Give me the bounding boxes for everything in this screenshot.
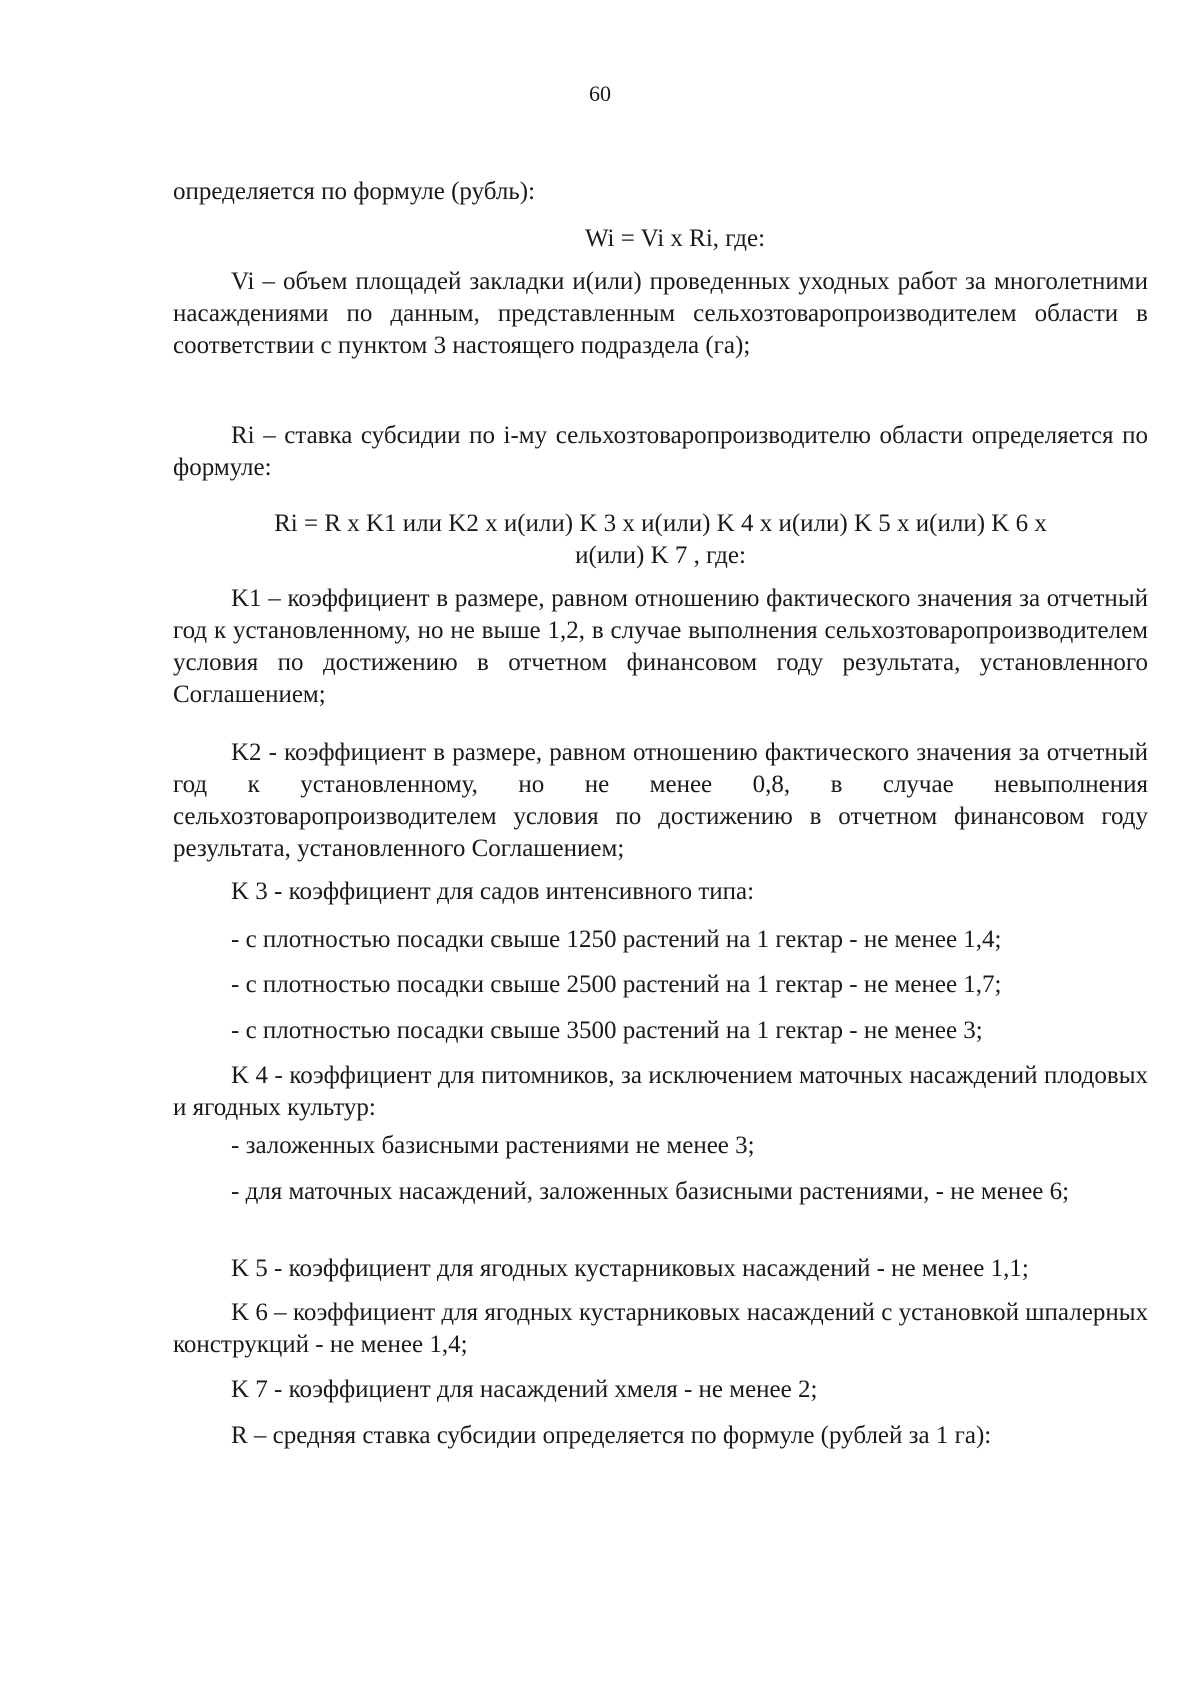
r-definition: R – средняя ставка субсидии определяется по формуле (рублей за 1 га): — [231, 1422, 992, 1449]
k4-item-2: - для маточных насаждений, заложенных базисными растениями, - не менее 6; — [231, 1178, 1070, 1205]
k3-item-3: - с плотностью посадки свыше 3500 растений на 1 гектар - не менее 3; — [231, 1017, 983, 1044]
k3-definition: K 3 - коэффициент для садов интенсивного типа: — [231, 878, 755, 905]
k3-item-1: - с плотностью посадки свыше 1250 растений на 1 гектар - не менее 1,4; — [231, 926, 1002, 953]
k4-definition: K 4 - коэффициент для питомников, за исключением маточных насаждений плодовых и ягодных культур: — [173, 1062, 1148, 1121]
vi-definition: Vi – объем площадей закладки и(или) проведенных уходных работ за многолетними насаждениями по данным, представленным сельхозтоваропроизводителем области в соответствии с пунктом 3 настоящего подраздела (га); — [173, 268, 1148, 359]
k2-definition: K2 - коэффициент в размере, равном отношению фактического значения за отчетный год к установленному, но не менее 0,8, в случае невыполнения сельхозтоваропроизводителем условия по достижению в отчетном финансовом году результата, установленного Соглашением; — [173, 739, 1148, 862]
k5-definition: K 5 - коэффициент для ягодных кустарниковых насаждений - не менее 1,1; — [231, 1255, 1029, 1282]
ri-definition: Ri – ставка субсидии по i-му сельхозтоваропроизводителю области определяется по формуле: — [173, 422, 1148, 481]
k4-item-1: - заложенных базисными растениями не менее 3; — [231, 1132, 755, 1159]
intro-line: определяется по формуле (рубль): — [173, 178, 536, 205]
k1-definition: K1 – коэффициент в размере, равном отношению фактического значения за отчетный год к установленному, но не выше 1,2, в случае выполнения сельхозтоваропроизводителем условия по достижению в отчетном финансовом году результата, установленного Соглашением; — [173, 585, 1148, 708]
formula-ri-line-1: Ri = R x K1 или K2 x и(или) K 3 x и(или) K 4 x и(или) K 5 x и(или) K 6 x — [274, 510, 1047, 537]
k6-definition: K 6 – коэффициент для ягодных кустарниковых насаждений с установкой шпалерных конструкций - не менее 1,4; — [173, 1299, 1148, 1358]
formula-w: Wi = Vi x Ri, где: — [584, 225, 766, 252]
k3-item-2: - с плотностью посадки свыше 2500 растений на 1 гектар - не менее 1,7; — [231, 971, 1002, 998]
page-number: 60 — [589, 81, 611, 106]
formula-ri-line-2: и(или) K 7 , где: — [575, 542, 746, 569]
k7-definition: K 7 - коэффициент для насаждений хмеля - не менее 2; — [231, 1376, 818, 1403]
